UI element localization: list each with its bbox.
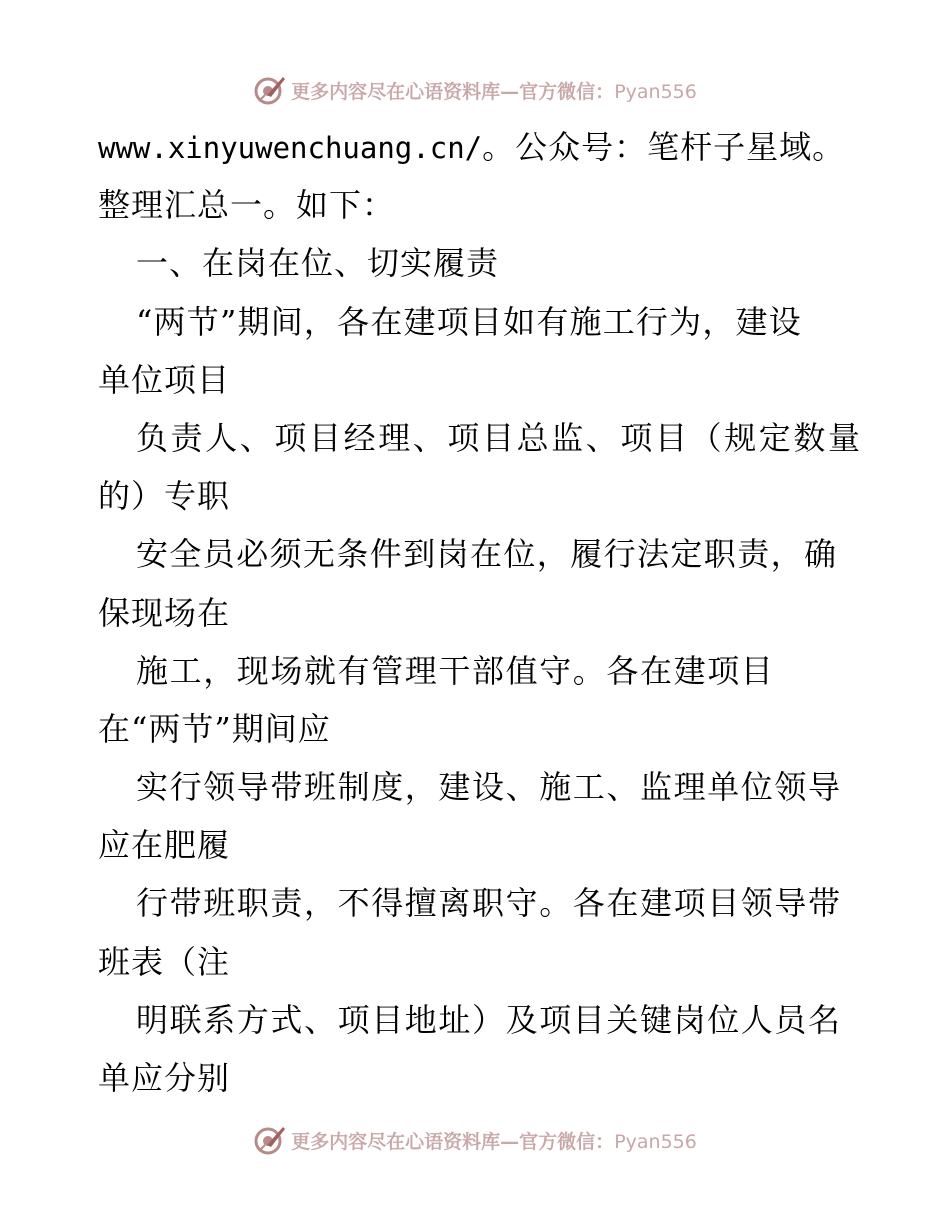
text-line: 负责人、项目经理、项目总监、项目（规定数量: [136, 418, 863, 457]
text-line: 安全员必须无条件到岗在位，履行法定职责，确: [136, 535, 838, 574]
text-line: “两节”期间，各在建项目如有施工行为，建设: [136, 302, 802, 341]
text-line: 的）专职: [98, 477, 231, 516]
header-watermark-banner: [0, 70, 950, 110]
section-heading: 一、在岗在位、切实履责: [136, 244, 500, 283]
website-url: www.xinyuwenchuang.cn/: [98, 131, 483, 165]
watermark-text: 更多内容尽在心语资料库—官方微信：Pyan556: [291, 80, 697, 103]
text-line: 明联系方式、项目地址）及项目关键岗位人员名: [136, 1000, 842, 1039]
text-line: www.xinyuwenchuang.cn/。公众号：笔杆子星域。: [98, 128, 846, 166]
text-line: 施工，现场就有管理干部值守。各在建项目: [136, 651, 775, 690]
watermark-text: 更多内容尽在心语资料库—官方微信：Pyan556: [291, 1130, 697, 1153]
quill-pen-logo-icon: [253, 1123, 287, 1157]
text-line: 班表（注: [98, 942, 231, 981]
text-line: 单位项目: [98, 360, 231, 399]
text-line: 应在肥履: [98, 826, 231, 865]
text-line: 实行领导带班制度，建设、施工、监理单位领导: [136, 768, 842, 807]
quill-pen-logo-icon: [253, 73, 287, 107]
text-line: 单应分别: [98, 1059, 231, 1097]
document-body: [98, 118, 863, 1107]
text-line: 在“两节”期间应: [98, 709, 331, 748]
text-line: 保现场在: [98, 593, 231, 632]
text-line: 行带班职责，不得擅离职守。各在建项目领导带: [136, 884, 842, 923]
text-line: 整理汇总一。如下：: [98, 186, 396, 225]
footer-watermark-banner: [0, 1120, 950, 1160]
